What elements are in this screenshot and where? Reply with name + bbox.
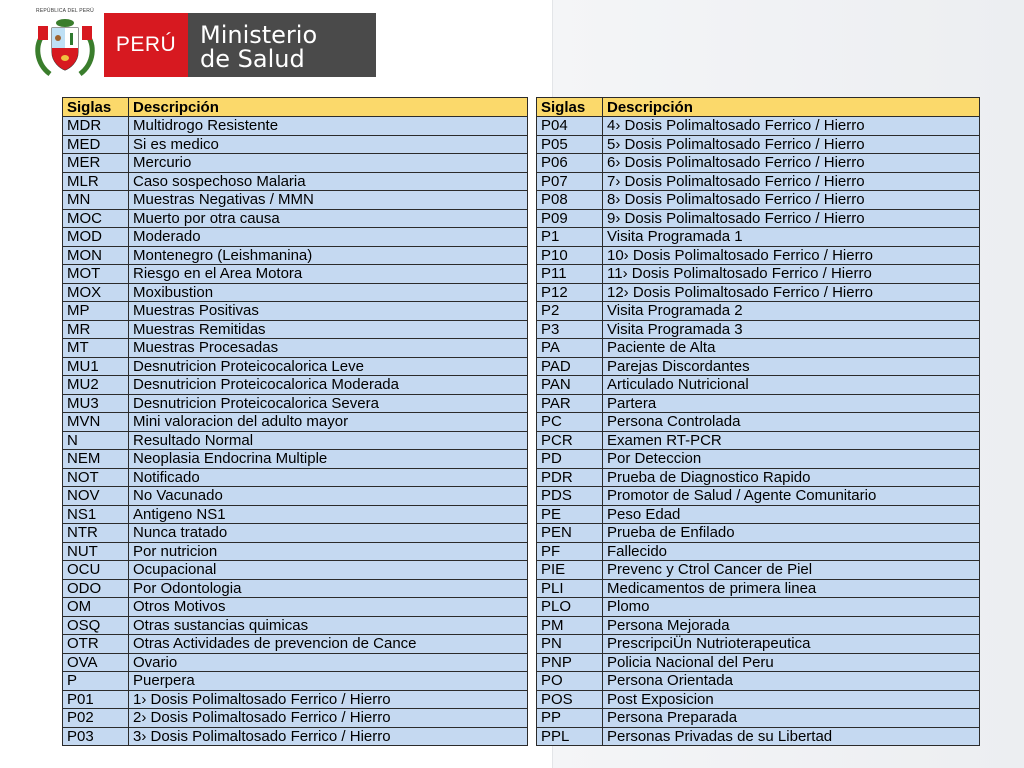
cell-sigla: PCR xyxy=(537,431,603,450)
cell-sigla: NUT xyxy=(63,542,129,561)
cell-sigla: PDR xyxy=(537,468,603,487)
cell-descripcion: 12› Dosis Polimaltosado Ferrico / Hierro xyxy=(603,283,980,302)
table-row xyxy=(537,228,980,247)
cell-sigla: P09 xyxy=(537,209,603,228)
table-row xyxy=(537,672,980,691)
table-row xyxy=(537,246,980,265)
cell-descripcion: No Vacunado xyxy=(129,487,528,506)
cell-sigla: PA xyxy=(537,339,603,358)
cell-descripcion: Paciente de Alta xyxy=(603,339,980,358)
cell-descripcion: Ocupacional xyxy=(129,561,528,580)
cell-descripcion: Articulado Nutricional xyxy=(603,376,980,395)
cell-descripcion: 7› Dosis Polimaltosado Ferrico / Hierro xyxy=(603,172,980,191)
table-row xyxy=(537,450,980,469)
cell-descripcion: Prueba de Enfilado xyxy=(603,524,980,543)
cell-sigla: MP xyxy=(63,302,129,321)
cell-descripcion: Desnutricion Proteicocalorica Severa xyxy=(129,394,528,413)
table-row xyxy=(537,376,980,395)
table-row xyxy=(63,320,528,339)
cell-sigla: PAR xyxy=(537,394,603,413)
cell-descripcion: Visita Programada 1 xyxy=(603,228,980,247)
cell-sigla: MT xyxy=(63,339,129,358)
cell-descripcion: Muestras Remitidas xyxy=(129,320,528,339)
cell-descripcion: Muestras Positivas xyxy=(129,302,528,321)
cell-sigla: PLI xyxy=(537,579,603,598)
cell-sigla: MLR xyxy=(63,172,129,191)
coat-of-arms-icon xyxy=(30,14,100,78)
table-row xyxy=(537,394,980,413)
cell-descripcion: Multidrogo Resistente xyxy=(129,117,528,136)
cell-sigla: OSQ xyxy=(63,616,129,635)
cell-sigla: MOC xyxy=(63,209,129,228)
cell-descripcion: 8› Dosis Polimaltosado Ferrico / Hierro xyxy=(603,191,980,210)
table-row xyxy=(63,394,528,413)
cell-descripcion: Riesgo en el Area Motora xyxy=(129,265,528,284)
cell-descripcion: 9› Dosis Polimaltosado Ferrico / Hierro xyxy=(603,209,980,228)
cell-sigla: PO xyxy=(537,672,603,691)
cell-descripcion: 4› Dosis Polimaltosado Ferrico / Hierro xyxy=(603,117,980,136)
cell-sigla: PDS xyxy=(537,487,603,506)
cell-descripcion: Persona Mejorada xyxy=(603,616,980,635)
cell-sigla: PE xyxy=(537,505,603,524)
cell-descripcion: Parejas Discordantes xyxy=(603,357,980,376)
table-row xyxy=(537,579,980,598)
table-row xyxy=(63,709,528,728)
siglas-table-left xyxy=(62,97,528,746)
cell-descripcion: Partera xyxy=(603,394,980,413)
cell-sigla: PPL xyxy=(537,727,603,746)
table-row xyxy=(63,635,528,654)
cell-sigla: OCU xyxy=(63,561,129,580)
coat-label: REPÚBLICA DEL PERÚ xyxy=(36,8,94,14)
brand-line-1: Ministerio xyxy=(200,21,318,49)
table-row xyxy=(63,283,528,302)
cell-descripcion: Policia Nacional del Peru xyxy=(603,653,980,672)
table-row xyxy=(63,727,528,746)
table-row xyxy=(537,357,980,376)
cell-descripcion: Medicamentos de primera linea xyxy=(603,579,980,598)
cell-descripcion: Persona Preparada xyxy=(603,709,980,728)
table-row xyxy=(537,413,980,432)
cell-descripcion: Muestras Procesadas xyxy=(129,339,528,358)
cell-sigla: NS1 xyxy=(63,505,129,524)
table-row xyxy=(63,302,528,321)
table-row xyxy=(63,450,528,469)
cell-sigla: PNP xyxy=(537,653,603,672)
cell-sigla: MU2 xyxy=(63,376,129,395)
brand-line-2: de Salud xyxy=(200,45,305,73)
table-row xyxy=(537,561,980,580)
cell-descripcion: Antigeno NS1 xyxy=(129,505,528,524)
table-row xyxy=(537,172,980,191)
table-row xyxy=(63,191,528,210)
table-row xyxy=(63,413,528,432)
cell-sigla: NOV xyxy=(63,487,129,506)
cell-sigla: NEM xyxy=(63,450,129,469)
cell-sigla: MVN xyxy=(63,413,129,432)
table-row xyxy=(63,376,528,395)
table-row xyxy=(63,542,528,561)
cell-sigla: P07 xyxy=(537,172,603,191)
cell-sigla: MOD xyxy=(63,228,129,247)
table-row xyxy=(537,505,980,524)
cell-descripcion: Otros Motivos xyxy=(129,598,528,617)
cell-sigla: NOT xyxy=(63,468,129,487)
table-row xyxy=(63,672,528,691)
cell-descripcion: Examen RT-PCR xyxy=(603,431,980,450)
table-row xyxy=(537,468,980,487)
table-row xyxy=(63,431,528,450)
table-row xyxy=(537,302,980,321)
cell-descripcion: 10› Dosis Polimaltosado Ferrico / Hierro xyxy=(603,246,980,265)
table-row xyxy=(63,561,528,580)
table-row xyxy=(63,246,528,265)
table-row xyxy=(63,487,528,506)
cell-descripcion: PrescripciÜn Nutrioterapeutica xyxy=(603,635,980,654)
table-row xyxy=(63,265,528,284)
cell-sigla: PEN xyxy=(537,524,603,543)
table-row xyxy=(537,191,980,210)
cell-sigla: P02 xyxy=(63,709,129,728)
cell-descripcion: Otras Actividades de prevencion de Cance xyxy=(129,635,528,654)
table-row xyxy=(63,579,528,598)
cell-sigla: MU1 xyxy=(63,357,129,376)
cell-sigla: PLO xyxy=(537,598,603,617)
cell-descripcion: Persona Orientada xyxy=(603,672,980,691)
cell-sigla: ODO xyxy=(63,579,129,598)
table-row xyxy=(63,468,528,487)
cell-sigla: MED xyxy=(63,135,129,154)
header-descripcion: Descripción xyxy=(129,98,528,117)
table-row xyxy=(63,117,528,136)
cell-sigla: N xyxy=(63,431,129,450)
cell-descripcion: 6› Dosis Polimaltosado Ferrico / Hierro xyxy=(603,154,980,173)
cell-sigla: P3 xyxy=(537,320,603,339)
cell-descripcion: Otras sustancias quimicas xyxy=(129,616,528,635)
cell-sigla: PN xyxy=(537,635,603,654)
cell-descripcion: Persona Controlada xyxy=(603,413,980,432)
cell-descripcion: Puerpera xyxy=(129,672,528,691)
cell-descripcion: Ovario xyxy=(129,653,528,672)
cell-descripcion: Moderado xyxy=(129,228,528,247)
cell-descripcion: Desnutricion Proteicocalorica Moderada xyxy=(129,376,528,395)
cell-sigla: P11 xyxy=(537,265,603,284)
table-row xyxy=(537,117,980,136)
cell-sigla: P10 xyxy=(537,246,603,265)
cell-sigla: MN xyxy=(63,191,129,210)
cell-sigla: P1 xyxy=(537,228,603,247)
table-row xyxy=(537,209,980,228)
cell-descripcion: Post Exposicion xyxy=(603,690,980,709)
table-row xyxy=(63,690,528,709)
cell-descripcion: Personas Privadas de su Libertad xyxy=(603,727,980,746)
cell-sigla: P06 xyxy=(537,154,603,173)
cell-descripcion: Por nutricion xyxy=(129,542,528,561)
cell-sigla: OTR xyxy=(63,635,129,654)
cell-descripcion: Moxibustion xyxy=(129,283,528,302)
cell-descripcion: Muerto por otra causa xyxy=(129,209,528,228)
cell-descripcion: Plomo xyxy=(603,598,980,617)
table-row xyxy=(537,265,980,284)
table-header-row xyxy=(63,98,528,117)
cell-descripcion: Notificado xyxy=(129,468,528,487)
cell-sigla: PD xyxy=(537,450,603,469)
table-row xyxy=(537,487,980,506)
table-row xyxy=(537,653,980,672)
header-siglas: Siglas xyxy=(537,98,603,117)
table-row xyxy=(537,709,980,728)
cell-sigla: PAN xyxy=(537,376,603,395)
cell-sigla: POS xyxy=(537,690,603,709)
table-row xyxy=(537,339,980,358)
cell-sigla: P2 xyxy=(537,302,603,321)
cell-descripcion: Resultado Normal xyxy=(129,431,528,450)
table-row xyxy=(537,635,980,654)
table-row xyxy=(537,616,980,635)
cell-sigla: MU3 xyxy=(63,394,129,413)
cell-sigla: P01 xyxy=(63,690,129,709)
table-row xyxy=(537,690,980,709)
cell-descripcion: Mini valoracion del adulto mayor xyxy=(129,413,528,432)
siglas-table-right xyxy=(536,97,980,746)
table-row xyxy=(63,172,528,191)
cell-sigla: OM xyxy=(63,598,129,617)
cell-descripcion: Por Odontologia xyxy=(129,579,528,598)
cell-descripcion: Si es medico xyxy=(129,135,528,154)
cell-sigla: MOT xyxy=(63,265,129,284)
cell-sigla: P08 xyxy=(537,191,603,210)
table-header-row xyxy=(537,98,980,117)
cell-sigla: PIE xyxy=(537,561,603,580)
cell-sigla: OVA xyxy=(63,653,129,672)
cell-descripcion: 11› Dosis Polimaltosado Ferrico / Hierro xyxy=(603,265,980,284)
brand-ministerio xyxy=(188,13,376,77)
table-row xyxy=(537,431,980,450)
cell-descripcion: Neoplasia Endocrina Multiple xyxy=(129,450,528,469)
cell-descripcion: Por Deteccion xyxy=(603,450,980,469)
table-row xyxy=(63,228,528,247)
cell-descripcion: 2› Dosis Polimaltosado Ferrico / Hierro xyxy=(129,709,528,728)
cell-descripcion: Caso sospechoso Malaria xyxy=(129,172,528,191)
table-row xyxy=(537,598,980,617)
cell-descripcion: Visita Programada 2 xyxy=(603,302,980,321)
table-row xyxy=(537,320,980,339)
table-row xyxy=(63,598,528,617)
cell-descripcion: Montenegro (Leishmanina) xyxy=(129,246,528,265)
cell-descripcion: Promotor de Salud / Agente Comunitario xyxy=(603,487,980,506)
table-row xyxy=(63,135,528,154)
cell-sigla: P12 xyxy=(537,283,603,302)
cell-sigla: MR xyxy=(63,320,129,339)
cell-sigla: P03 xyxy=(63,727,129,746)
cell-sigla: PAD xyxy=(537,357,603,376)
cell-sigla: MON xyxy=(63,246,129,265)
table-row xyxy=(537,727,980,746)
table-row xyxy=(63,524,528,543)
cell-descripcion: Peso Edad xyxy=(603,505,980,524)
table-row xyxy=(537,135,980,154)
table-row xyxy=(63,357,528,376)
cell-descripcion: Mercurio xyxy=(129,154,528,173)
header-descripcion: Descripción xyxy=(603,98,980,117)
cell-descripcion: Prueba de Diagnostico Rapido xyxy=(603,468,980,487)
cell-descripcion: 3› Dosis Polimaltosado Ferrico / Hierro xyxy=(129,727,528,746)
cell-descripcion: Prevenc y Ctrol Cancer de Piel xyxy=(603,561,980,580)
cell-descripcion: 5› Dosis Polimaltosado Ferrico / Hierro xyxy=(603,135,980,154)
table-row xyxy=(63,209,528,228)
table-row xyxy=(537,154,980,173)
cell-descripcion: Fallecido xyxy=(603,542,980,561)
table-row xyxy=(63,154,528,173)
cell-descripcion: Muestras Negativas / MMN xyxy=(129,191,528,210)
cell-descripcion: Visita Programada 3 xyxy=(603,320,980,339)
table-row xyxy=(537,283,980,302)
table-row xyxy=(63,505,528,524)
cell-sigla: PC xyxy=(537,413,603,432)
cell-sigla: MER xyxy=(63,154,129,173)
table-row xyxy=(63,339,528,358)
cell-descripcion: Desnutricion Proteicocalorica Leve xyxy=(129,357,528,376)
cell-sigla: P xyxy=(63,672,129,691)
cell-descripcion: Nunca tratado xyxy=(129,524,528,543)
cell-sigla: NTR xyxy=(63,524,129,543)
cell-sigla: PP xyxy=(537,709,603,728)
table-row xyxy=(537,524,980,543)
cell-sigla: PM xyxy=(537,616,603,635)
cell-sigla: MDR xyxy=(63,117,129,136)
header-siglas: Siglas xyxy=(63,98,129,117)
cell-descripcion: 1› Dosis Polimaltosado Ferrico / Hierro xyxy=(129,690,528,709)
cell-sigla: PF xyxy=(537,542,603,561)
cell-sigla: P05 xyxy=(537,135,603,154)
table-row xyxy=(63,653,528,672)
brand-peru: PERÚ xyxy=(104,13,188,77)
table-row xyxy=(63,616,528,635)
cell-sigla: MOX xyxy=(63,283,129,302)
table-row xyxy=(537,542,980,561)
cell-sigla: P04 xyxy=(537,117,603,136)
